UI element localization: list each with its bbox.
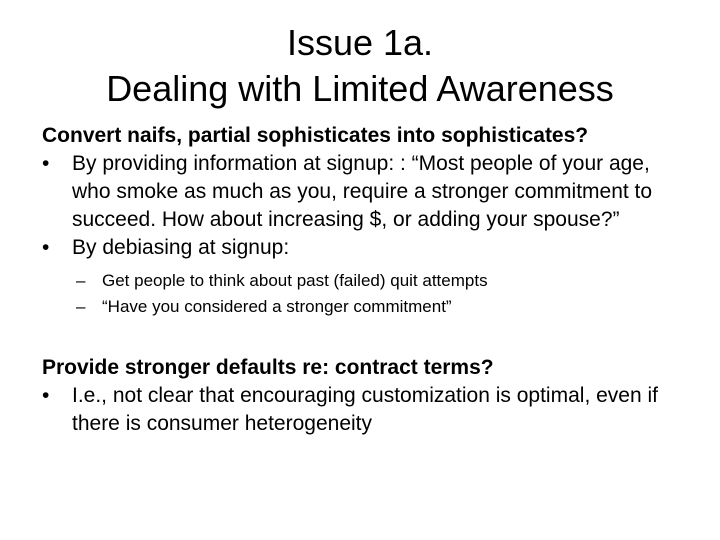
dash-marker: – xyxy=(76,271,86,290)
slide-body xyxy=(42,122,692,438)
sub-bullet-item xyxy=(42,294,692,320)
sub-bullet-item xyxy=(42,268,692,294)
bullet-marker: • xyxy=(42,236,50,259)
bullet-marker: • xyxy=(42,152,50,175)
bullet-item xyxy=(42,150,692,234)
bullet-text: By debiasing at signup: xyxy=(72,236,290,259)
sub-bullet-text: “Have you considered a stronger commitment” xyxy=(102,297,452,316)
title-line-2: Dealing with Limited Awareness xyxy=(106,68,614,109)
section-heading: Convert naifs, partial sophisticates into sophisticates? xyxy=(42,124,589,147)
bullet-marker: • xyxy=(42,384,50,407)
bullet-text: I.e., not clear that encouraging customization is optimal, even if there is consumer heterogeneity xyxy=(72,384,658,435)
title-line-1: Issue 1a. xyxy=(286,22,434,63)
bullet-item xyxy=(42,234,692,262)
slide-title xyxy=(0,20,720,112)
bullet-text: By providing information at signup: : “Most people of your age, who smoke as much as you, require a stronger commitment to succeed. How about increasing $, or adding your spouse?” xyxy=(72,152,653,231)
section-heading: Provide stronger defaults re: contract terms? xyxy=(42,356,494,379)
bullet-item xyxy=(42,382,692,438)
dash-marker: – xyxy=(76,297,86,316)
sub-bullet-text: Get people to think about past (failed) quit attempts xyxy=(102,271,488,290)
